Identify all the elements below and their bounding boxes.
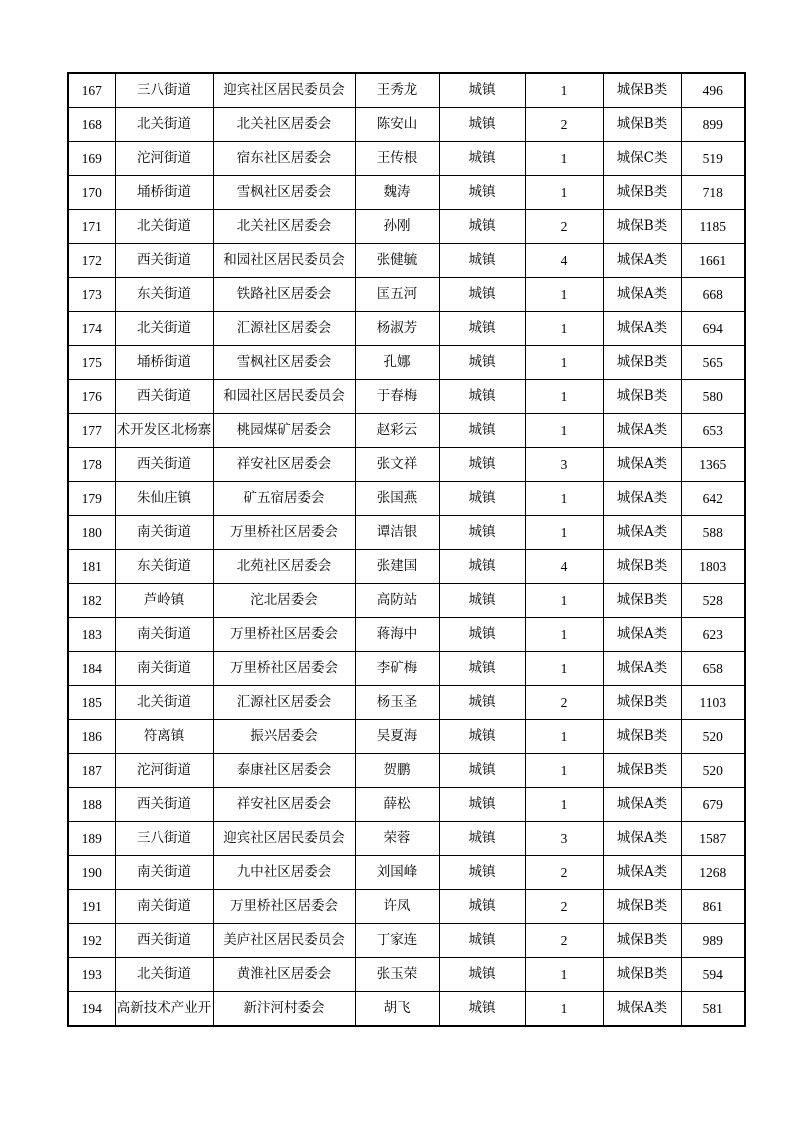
household-type-cell: 城镇 bbox=[439, 312, 525, 346]
subdistrict-cell: 沱河街道 bbox=[115, 754, 213, 788]
category-cell: 城保B类 bbox=[603, 890, 681, 924]
amount-cell: 989 bbox=[681, 924, 745, 958]
table-row bbox=[68, 686, 745, 720]
name-cell: 谭洁银 bbox=[355, 516, 439, 550]
community-cell: 汇源社区居委会 bbox=[213, 312, 355, 346]
household-type-cell: 城镇 bbox=[439, 754, 525, 788]
category-cell: 城保B类 bbox=[603, 958, 681, 992]
household-type-cell: 城镇 bbox=[439, 482, 525, 516]
amount-cell: 653 bbox=[681, 414, 745, 448]
amount-cell: 1365 bbox=[681, 448, 745, 482]
subdistrict-cell: 符离镇 bbox=[115, 720, 213, 754]
subdistrict-cell: 西关街道 bbox=[115, 448, 213, 482]
household-type-cell: 城镇 bbox=[439, 788, 525, 822]
community-cell: 和园社区居民委员会 bbox=[213, 244, 355, 278]
community-cell: 雪枫社区居委会 bbox=[213, 176, 355, 210]
table-row bbox=[68, 856, 745, 890]
community-cell: 祥安社区居委会 bbox=[213, 788, 355, 822]
household-type-cell: 城镇 bbox=[439, 278, 525, 312]
household-type-cell: 城镇 bbox=[439, 686, 525, 720]
amount-cell: 718 bbox=[681, 176, 745, 210]
table-row bbox=[68, 584, 745, 618]
name-cell: 陈安山 bbox=[355, 108, 439, 142]
serial-number-cell: 187 bbox=[68, 754, 115, 788]
name-cell: 胡飞 bbox=[355, 992, 439, 1027]
table-row bbox=[68, 652, 745, 686]
amount-cell: 588 bbox=[681, 516, 745, 550]
subdistrict-cell: 朱仙庄镇 bbox=[115, 482, 213, 516]
amount-cell: 528 bbox=[681, 584, 745, 618]
member-count-cell: 1 bbox=[525, 346, 603, 380]
member-count-cell: 1 bbox=[525, 482, 603, 516]
member-count-cell: 1 bbox=[525, 278, 603, 312]
category-cell: 城保C类 bbox=[603, 142, 681, 176]
table-body bbox=[68, 73, 745, 1026]
amount-cell: 694 bbox=[681, 312, 745, 346]
serial-number-cell: 192 bbox=[68, 924, 115, 958]
subdistrict-cell: 南关街道 bbox=[115, 652, 213, 686]
household-type-cell: 城镇 bbox=[439, 346, 525, 380]
member-count-cell: 2 bbox=[525, 924, 603, 958]
member-count-cell: 3 bbox=[525, 448, 603, 482]
table-row bbox=[68, 312, 745, 346]
subdistrict-cell: 南关街道 bbox=[115, 890, 213, 924]
member-count-cell: 1 bbox=[525, 142, 603, 176]
category-cell: 城保A类 bbox=[603, 482, 681, 516]
serial-number-cell: 169 bbox=[68, 142, 115, 176]
serial-number-cell: 189 bbox=[68, 822, 115, 856]
serial-number-cell: 173 bbox=[68, 278, 115, 312]
table-row bbox=[68, 788, 745, 822]
serial-number-cell: 184 bbox=[68, 652, 115, 686]
amount-cell: 1661 bbox=[681, 244, 745, 278]
table-row bbox=[68, 720, 745, 754]
name-cell: 杨淑芳 bbox=[355, 312, 439, 346]
community-cell: 迎宾社区居民委员会 bbox=[213, 73, 355, 108]
name-cell: 吴夏海 bbox=[355, 720, 439, 754]
serial-number-cell: 178 bbox=[68, 448, 115, 482]
table-row bbox=[68, 278, 745, 312]
subdistrict-cell: 南关街道 bbox=[115, 516, 213, 550]
subdistrict-cell: 东关街道 bbox=[115, 278, 213, 312]
name-cell: 刘国峰 bbox=[355, 856, 439, 890]
household-type-cell: 城镇 bbox=[439, 652, 525, 686]
serial-number-cell: 175 bbox=[68, 346, 115, 380]
community-cell: 北关社区居委会 bbox=[213, 108, 355, 142]
community-cell: 万里桥社区居委会 bbox=[213, 618, 355, 652]
name-cell: 薛松 bbox=[355, 788, 439, 822]
category-cell: 城保B类 bbox=[603, 73, 681, 108]
community-cell: 雪枫社区居委会 bbox=[213, 346, 355, 380]
table-row bbox=[68, 992, 745, 1027]
member-count-cell: 1 bbox=[525, 176, 603, 210]
amount-cell: 1185 bbox=[681, 210, 745, 244]
household-type-cell: 城镇 bbox=[439, 720, 525, 754]
category-cell: 城保A类 bbox=[603, 448, 681, 482]
amount-cell: 861 bbox=[681, 890, 745, 924]
serial-number-cell: 176 bbox=[68, 380, 115, 414]
table-row bbox=[68, 244, 745, 278]
name-cell: 王秀龙 bbox=[355, 73, 439, 108]
name-cell: 于春梅 bbox=[355, 380, 439, 414]
member-count-cell: 2 bbox=[525, 856, 603, 890]
amount-cell: 668 bbox=[681, 278, 745, 312]
community-cell: 和园社区居民委员会 bbox=[213, 380, 355, 414]
amount-cell: 899 bbox=[681, 108, 745, 142]
amount-cell: 519 bbox=[681, 142, 745, 176]
household-type-cell: 城镇 bbox=[439, 550, 525, 584]
member-count-cell: 2 bbox=[525, 108, 603, 142]
serial-number-cell: 186 bbox=[68, 720, 115, 754]
table-row bbox=[68, 482, 745, 516]
category-cell: 城保A类 bbox=[603, 618, 681, 652]
subdistrict-cell: 北关街道 bbox=[115, 312, 213, 346]
subdistrict-cell: 芦岭镇 bbox=[115, 584, 213, 618]
member-count-cell: 4 bbox=[525, 550, 603, 584]
amount-cell: 565 bbox=[681, 346, 745, 380]
member-count-cell: 1 bbox=[525, 414, 603, 448]
member-count-cell: 1 bbox=[525, 958, 603, 992]
community-cell: 宿东社区居委会 bbox=[213, 142, 355, 176]
serial-number-cell: 194 bbox=[68, 992, 115, 1027]
member-count-cell: 1 bbox=[525, 73, 603, 108]
table-row bbox=[68, 73, 745, 108]
name-cell: 高防站 bbox=[355, 584, 439, 618]
member-count-cell: 2 bbox=[525, 210, 603, 244]
category-cell: 城保A类 bbox=[603, 516, 681, 550]
community-cell: 万里桥社区居委会 bbox=[213, 516, 355, 550]
category-cell: 城保B类 bbox=[603, 550, 681, 584]
category-cell: 城保A类 bbox=[603, 856, 681, 890]
table-row bbox=[68, 618, 745, 652]
community-cell: 泰康社区居委会 bbox=[213, 754, 355, 788]
subdistrict-cell: 三八街道 bbox=[115, 73, 213, 108]
subdistrict-cell: 北关街道 bbox=[115, 958, 213, 992]
member-count-cell: 1 bbox=[525, 754, 603, 788]
community-cell: 祥安社区居委会 bbox=[213, 448, 355, 482]
household-type-cell: 城镇 bbox=[439, 992, 525, 1027]
member-count-cell: 1 bbox=[525, 516, 603, 550]
serial-number-cell: 193 bbox=[68, 958, 115, 992]
subdistrict-cell: 南关街道 bbox=[115, 856, 213, 890]
name-cell: 魏涛 bbox=[355, 176, 439, 210]
household-type-cell: 城镇 bbox=[439, 890, 525, 924]
category-cell: 城保B类 bbox=[603, 754, 681, 788]
member-count-cell: 1 bbox=[525, 618, 603, 652]
amount-cell: 520 bbox=[681, 754, 745, 788]
member-count-cell: 1 bbox=[525, 312, 603, 346]
category-cell: 城保B类 bbox=[603, 686, 681, 720]
name-cell: 孔娜 bbox=[355, 346, 439, 380]
table-row bbox=[68, 754, 745, 788]
name-cell: 张健毓 bbox=[355, 244, 439, 278]
household-type-cell: 城镇 bbox=[439, 924, 525, 958]
member-count-cell: 2 bbox=[525, 686, 603, 720]
table-row bbox=[68, 822, 745, 856]
amount-cell: 520 bbox=[681, 720, 745, 754]
table-row bbox=[68, 210, 745, 244]
subdistrict-cell: 东关街道 bbox=[115, 550, 213, 584]
community-cell: 九中社区居委会 bbox=[213, 856, 355, 890]
amount-cell: 1103 bbox=[681, 686, 745, 720]
serial-number-cell: 171 bbox=[68, 210, 115, 244]
community-cell: 黄淮社区居委会 bbox=[213, 958, 355, 992]
category-cell: 城保A类 bbox=[603, 788, 681, 822]
subdistrict-cell: 术开发区北杨寨 bbox=[115, 414, 213, 448]
name-cell: 王传根 bbox=[355, 142, 439, 176]
household-type-cell: 城镇 bbox=[439, 73, 525, 108]
table-row bbox=[68, 142, 745, 176]
community-cell: 万里桥社区居委会 bbox=[213, 890, 355, 924]
name-cell: 张国燕 bbox=[355, 482, 439, 516]
subdistrict-cell: 西关街道 bbox=[115, 924, 213, 958]
subdistrict-cell: 北关街道 bbox=[115, 686, 213, 720]
subdistrict-cell: 北关街道 bbox=[115, 210, 213, 244]
household-type-cell: 城镇 bbox=[439, 210, 525, 244]
subdistrict-cell: 埇桥街道 bbox=[115, 176, 213, 210]
name-cell: 李矿梅 bbox=[355, 652, 439, 686]
member-count-cell: 4 bbox=[525, 244, 603, 278]
amount-cell: 1587 bbox=[681, 822, 745, 856]
serial-number-cell: 180 bbox=[68, 516, 115, 550]
serial-number-cell: 172 bbox=[68, 244, 115, 278]
category-cell: 城保B类 bbox=[603, 108, 681, 142]
relief-roster-table bbox=[67, 72, 746, 1027]
household-type-cell: 城镇 bbox=[439, 380, 525, 414]
subdistrict-cell: 西关街道 bbox=[115, 244, 213, 278]
subdistrict-cell: 沱河街道 bbox=[115, 142, 213, 176]
amount-cell: 1268 bbox=[681, 856, 745, 890]
table-row bbox=[68, 550, 745, 584]
household-type-cell: 城镇 bbox=[439, 414, 525, 448]
table-row bbox=[68, 380, 745, 414]
member-count-cell: 2 bbox=[525, 890, 603, 924]
amount-cell: 642 bbox=[681, 482, 745, 516]
amount-cell: 581 bbox=[681, 992, 745, 1027]
serial-number-cell: 190 bbox=[68, 856, 115, 890]
table-row bbox=[68, 890, 745, 924]
subdistrict-cell: 南关街道 bbox=[115, 618, 213, 652]
household-type-cell: 城镇 bbox=[439, 856, 525, 890]
serial-number-cell: 188 bbox=[68, 788, 115, 822]
community-cell: 桃园煤矿居委会 bbox=[213, 414, 355, 448]
serial-number-cell: 179 bbox=[68, 482, 115, 516]
table-row bbox=[68, 448, 745, 482]
household-type-cell: 城镇 bbox=[439, 108, 525, 142]
community-cell: 迎宾社区居民委员会 bbox=[213, 822, 355, 856]
category-cell: 城保B类 bbox=[603, 380, 681, 414]
table-row bbox=[68, 958, 745, 992]
serial-number-cell: 177 bbox=[68, 414, 115, 448]
serial-number-cell: 174 bbox=[68, 312, 115, 346]
member-count-cell: 1 bbox=[525, 992, 603, 1027]
amount-cell: 594 bbox=[681, 958, 745, 992]
community-cell: 北苑社区居委会 bbox=[213, 550, 355, 584]
serial-number-cell: 185 bbox=[68, 686, 115, 720]
serial-number-cell: 183 bbox=[68, 618, 115, 652]
household-type-cell: 城镇 bbox=[439, 618, 525, 652]
community-cell: 振兴居委会 bbox=[213, 720, 355, 754]
household-type-cell: 城镇 bbox=[439, 448, 525, 482]
member-count-cell: 1 bbox=[525, 720, 603, 754]
member-count-cell: 1 bbox=[525, 380, 603, 414]
household-type-cell: 城镇 bbox=[439, 822, 525, 856]
household-type-cell: 城镇 bbox=[439, 516, 525, 550]
amount-cell: 496 bbox=[681, 73, 745, 108]
household-type-cell: 城镇 bbox=[439, 958, 525, 992]
household-type-cell: 城镇 bbox=[439, 142, 525, 176]
table-row bbox=[68, 516, 745, 550]
name-cell: 张文祥 bbox=[355, 448, 439, 482]
table-row bbox=[68, 176, 745, 210]
subdistrict-cell: 高新技术产业开 bbox=[115, 992, 213, 1027]
category-cell: 城保A类 bbox=[603, 312, 681, 346]
category-cell: 城保B类 bbox=[603, 924, 681, 958]
serial-number-cell: 191 bbox=[68, 890, 115, 924]
household-type-cell: 城镇 bbox=[439, 176, 525, 210]
amount-cell: 623 bbox=[681, 618, 745, 652]
name-cell: 丁家连 bbox=[355, 924, 439, 958]
category-cell: 城保B类 bbox=[603, 176, 681, 210]
household-type-cell: 城镇 bbox=[439, 584, 525, 618]
table-row bbox=[68, 108, 745, 142]
community-cell: 万里桥社区居委会 bbox=[213, 652, 355, 686]
serial-number-cell: 181 bbox=[68, 550, 115, 584]
serial-number-cell: 167 bbox=[68, 73, 115, 108]
category-cell: 城保A类 bbox=[603, 244, 681, 278]
table-row bbox=[68, 346, 745, 380]
name-cell: 荣蓉 bbox=[355, 822, 439, 856]
member-count-cell: 1 bbox=[525, 788, 603, 822]
category-cell: 城保B类 bbox=[603, 584, 681, 618]
member-count-cell: 1 bbox=[525, 652, 603, 686]
amount-cell: 1803 bbox=[681, 550, 745, 584]
name-cell: 贺鹏 bbox=[355, 754, 439, 788]
name-cell: 许凤 bbox=[355, 890, 439, 924]
member-count-cell: 1 bbox=[525, 584, 603, 618]
household-type-cell: 城镇 bbox=[439, 244, 525, 278]
name-cell: 杨玉圣 bbox=[355, 686, 439, 720]
amount-cell: 658 bbox=[681, 652, 745, 686]
subdistrict-cell: 西关街道 bbox=[115, 788, 213, 822]
subdistrict-cell: 西关街道 bbox=[115, 380, 213, 414]
category-cell: 城保A类 bbox=[603, 414, 681, 448]
name-cell: 孙刚 bbox=[355, 210, 439, 244]
table-row bbox=[68, 924, 745, 958]
community-cell: 新汴河村委会 bbox=[213, 992, 355, 1027]
community-cell: 北关社区居委会 bbox=[213, 210, 355, 244]
name-cell: 蒋海中 bbox=[355, 618, 439, 652]
category-cell: 城保B类 bbox=[603, 210, 681, 244]
table-row bbox=[68, 414, 745, 448]
community-cell: 汇源社区居委会 bbox=[213, 686, 355, 720]
serial-number-cell: 168 bbox=[68, 108, 115, 142]
subdistrict-cell: 北关街道 bbox=[115, 108, 213, 142]
subdistrict-cell: 埇桥街道 bbox=[115, 346, 213, 380]
community-cell: 矿五宿居委会 bbox=[213, 482, 355, 516]
name-cell: 张建国 bbox=[355, 550, 439, 584]
name-cell: 匡五河 bbox=[355, 278, 439, 312]
community-cell: 铁路社区居委会 bbox=[213, 278, 355, 312]
member-count-cell: 3 bbox=[525, 822, 603, 856]
community-cell: 美庐社区居民委员会 bbox=[213, 924, 355, 958]
category-cell: 城保A类 bbox=[603, 278, 681, 312]
name-cell: 张玉荣 bbox=[355, 958, 439, 992]
serial-number-cell: 182 bbox=[68, 584, 115, 618]
category-cell: 城保B类 bbox=[603, 720, 681, 754]
subdistrict-cell: 三八街道 bbox=[115, 822, 213, 856]
category-cell: 城保A类 bbox=[603, 992, 681, 1027]
serial-number-cell: 170 bbox=[68, 176, 115, 210]
category-cell: 城保A类 bbox=[603, 652, 681, 686]
category-cell: 城保A类 bbox=[603, 822, 681, 856]
name-cell: 赵彩云 bbox=[355, 414, 439, 448]
amount-cell: 679 bbox=[681, 788, 745, 822]
amount-cell: 580 bbox=[681, 380, 745, 414]
category-cell: 城保B类 bbox=[603, 346, 681, 380]
community-cell: 沱北居委会 bbox=[213, 584, 355, 618]
